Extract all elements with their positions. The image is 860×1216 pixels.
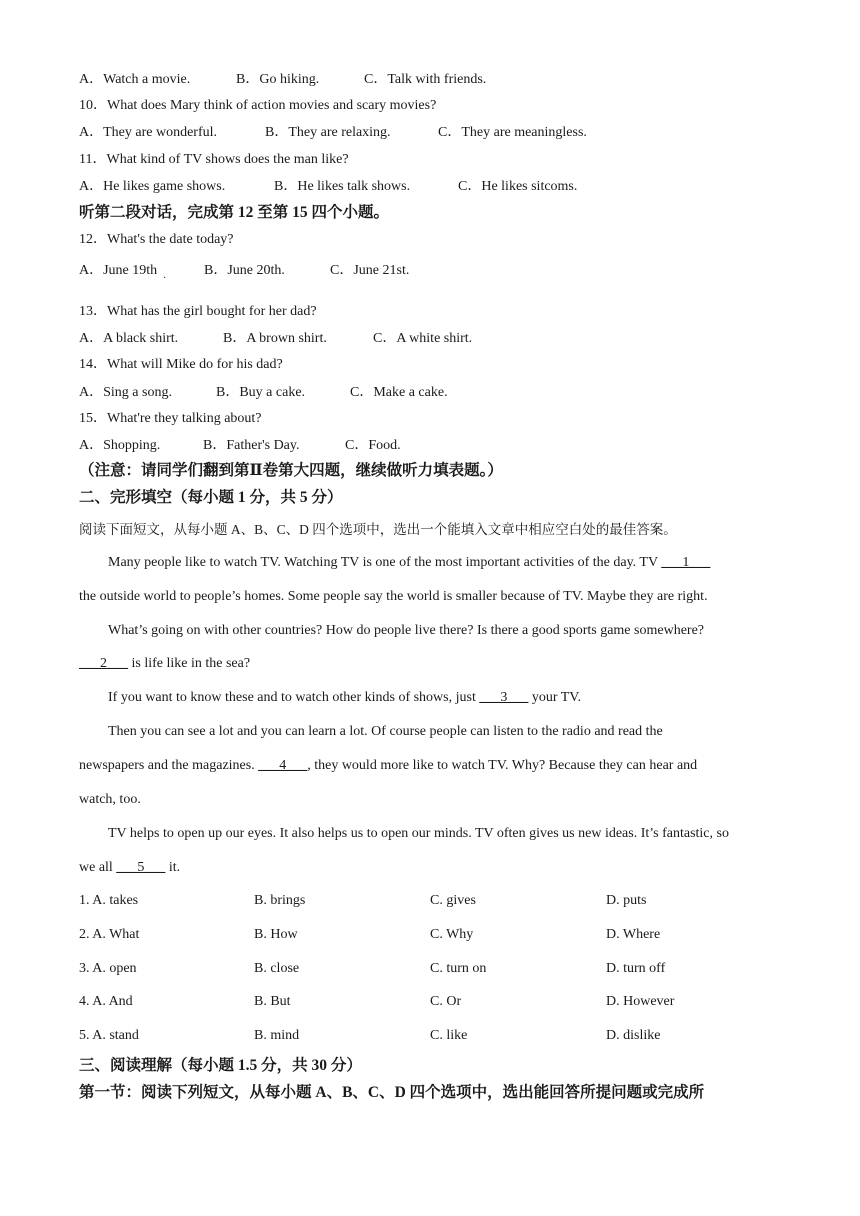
option-1b: B. brings xyxy=(254,893,306,908)
blank-5: ___5___ xyxy=(116,860,166,875)
q12-option-b: B．June 20th. xyxy=(204,263,285,278)
q12-option-a: A．June 19th xyxy=(79,263,158,278)
reading-section1: 第一节：阅读下列短文，从每小题 A、B、C、D 四个选项中，选出能回答所提问题或完成所 xyxy=(79,1084,705,1101)
passage-line-4 xyxy=(79,656,785,672)
q9-option-a: A．Watch a movie. xyxy=(79,72,191,87)
passage-line-2: the outside world to people’s homes. Some people say the world is smaller because of TV. Maybe they are right. xyxy=(79,589,708,604)
q13-option-a: A．A black shirt. xyxy=(79,331,179,346)
option-2b: B. How xyxy=(254,927,298,942)
option-4d: D. However xyxy=(606,994,675,1009)
q11-option-c: C．He likes sitcoms. xyxy=(458,179,578,194)
option-4b: B. But xyxy=(254,994,291,1009)
option-3b: B. close xyxy=(254,961,300,976)
option-5a: 5. A. stand xyxy=(79,1028,139,1043)
option-2a: 2. A. What xyxy=(79,927,140,942)
cloze-heading: 二、完形填空（每小题 1 分，共 5 分） xyxy=(79,489,343,506)
option-1c: C. gives xyxy=(430,893,476,908)
q9-option-c: C．Talk with friends. xyxy=(364,72,487,87)
blank-4: ___4___ xyxy=(258,758,308,773)
q10-option-a: A．They are wonderful. xyxy=(79,125,218,140)
passage-line-5 xyxy=(108,690,814,706)
q11-option-b: B．He likes talk shows. xyxy=(274,179,411,194)
option-3c: C. turn on xyxy=(430,961,487,976)
option-3a: 3. A. open xyxy=(79,961,137,976)
blank-2: ___2___ xyxy=(79,656,128,671)
q14-option-a: A．Sing a song. xyxy=(79,385,172,400)
option-4c: C. Or xyxy=(430,994,462,1009)
option-5b: B. mind xyxy=(254,1028,300,1043)
passage-text: is life like in the sea? xyxy=(128,656,251,671)
passage-text: newspapers and the magazines. xyxy=(79,758,259,773)
q10-question: 10．What does Mary think of action movies and scary movies? xyxy=(79,98,437,113)
q9-option-b: B．Go hiking. xyxy=(236,72,320,87)
q10-option-b: B．They are relaxing. xyxy=(265,125,391,140)
option-5c: C. like xyxy=(430,1028,468,1043)
passage-text: we all xyxy=(79,860,117,875)
reading-heading: 三、阅读理解（每小题 1.5 分，共 30 分） xyxy=(79,1057,362,1074)
q13-option-c: C．A white shirt. xyxy=(373,331,473,346)
passage-line-9: TV helps to open up our eyes. It also helps us to open our minds. TV often gives us new ideas. It’s fantastic, so xyxy=(108,826,729,841)
option-5d: D. dislike xyxy=(606,1028,661,1043)
option-4a: 4. A. And xyxy=(79,994,133,1009)
passage-line-3: What’s going on with other countries? How do people live there? Is there a good sports game somewhere? xyxy=(108,623,704,638)
option-1d: D. puts xyxy=(606,893,647,908)
q15-option-a: A．Shopping. xyxy=(79,438,161,453)
passage-text: it. xyxy=(165,860,181,875)
passage-text: , they would more like to watch TV. Why? Because they can hear and xyxy=(307,758,698,773)
listening-note: （注意：请同学们翻到第Ⅱ卷第大四题，继续做听力填表题。） xyxy=(79,462,503,479)
passage-line-8: watch, too. xyxy=(79,792,141,807)
option-2c: C. Why xyxy=(430,927,474,942)
passage-text: Many people like to watch TV. Watching TV is one of the most important activities of the day. TV xyxy=(108,555,658,570)
section2-heading: 听第二段对话，完成第 12 至第 15 四个小题。 xyxy=(79,204,390,221)
cloze-instruction: 阅读下面短文，从每小题 A、B、C、D 四个选项中，选出一个能填入文章中相应空白处的最佳答案。 xyxy=(79,522,677,537)
q10-option-c: C．They are meaningless. xyxy=(438,125,587,140)
passage-text: your TV. xyxy=(528,690,582,705)
q14-option-c: C．Make a cake. xyxy=(350,385,448,400)
q11-option-a: A．He likes game shows. xyxy=(79,179,226,194)
passage-text: If you want to know these and to watch other kinds of shows, just xyxy=(108,690,480,705)
option-2d: D. Where xyxy=(606,927,661,942)
q11-question: 11．What kind of TV shows does the man like? xyxy=(79,152,349,167)
blank-3: ___3___ xyxy=(479,690,529,705)
q13-option-b: B．A brown shirt. xyxy=(223,331,327,346)
q14-question: 14．What will Mike do for his dad? xyxy=(79,357,283,372)
passage-line-1 xyxy=(108,555,784,571)
passage-line-6: Then you can see a lot and you can learn a lot. Of course people can listen to the radio and read the xyxy=(108,724,663,739)
q12-option-c: C．June 21st. xyxy=(330,263,410,278)
q13-question: 13．What has the girl bought for her dad? xyxy=(79,304,317,319)
option-3d: D. turn off xyxy=(606,961,666,976)
option-1a: 1. A. takes xyxy=(79,893,139,908)
q15-question: 15．What're they talking about? xyxy=(79,411,262,426)
dot-mark: · xyxy=(163,273,167,284)
passage-line-10 xyxy=(79,860,785,876)
q12-question: 12．What's the date today? xyxy=(79,232,234,247)
blank-1: ___1___ xyxy=(661,555,711,570)
q15-option-b: B．Father's Day. xyxy=(203,438,300,453)
q14-option-b: B．Buy a cake. xyxy=(216,385,306,400)
q15-option-c: C．Food. xyxy=(345,438,401,453)
passage-line-7 xyxy=(79,758,785,774)
